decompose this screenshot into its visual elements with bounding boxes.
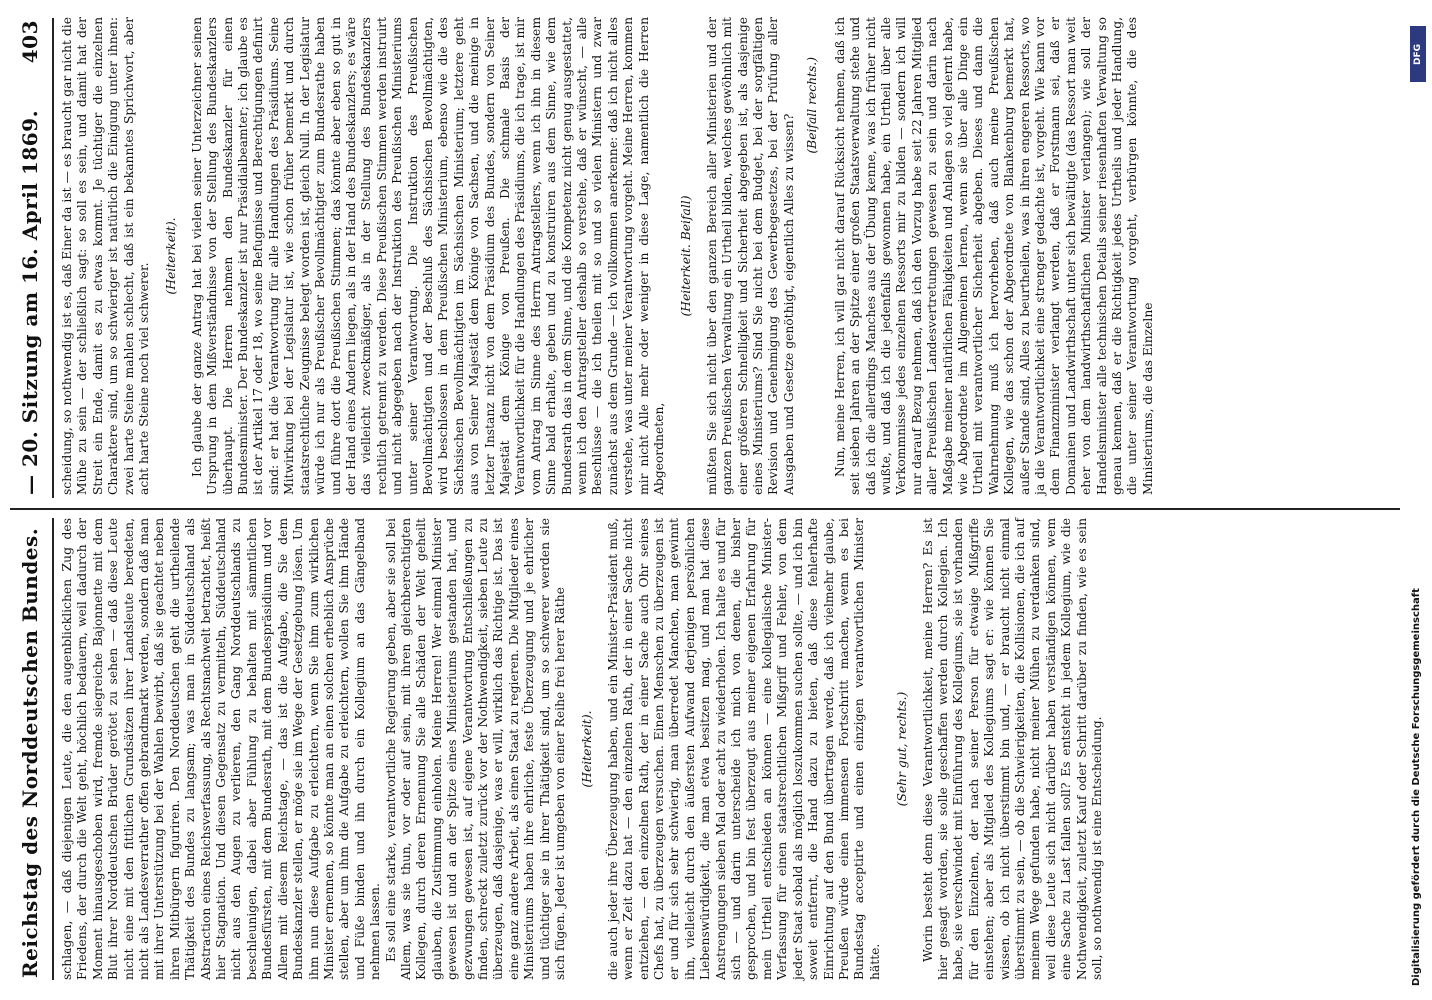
- page-number: 403: [18, 20, 42, 64]
- paragraph: die auch jeder ihre Überzeugung haben, und ein Minister-Präsident muß, wenn er Zeit dazu hat — den einzelnen Rath, der in einer Sache nicht entziehen, — den einzelnen Rath, der in einer Sache auch Ohr seines Chefs hat, zu überzeugen versuchen. Einen Menschen zu überzeugen ist er und für sich sehr schwierig, man überredet Manchen, man gewinnt ihn, vielleicht durch den äußersten Aufwand derjenigen persönlichen Liebenswürdigkeit, die man etwa besitzen mag, und man hat diese Anstrengungen sieben Mal oder acht zu wiederholen. Ich halte es und für sich — und darin unterscheide ich mich von denen, die bisher gesprochen, und bin fest überzeugt aus meiner eigenen Erfahrung für mein Urtheil entschieden an können — eine kollegialische Minister-Verfassung für einen staatsrechtlichen Mißgriff und Fehler, von dem jeder Staat sobald als möglich loszukommen suchen sollte, — und ich bin soweit entfernt, die Hand dazu zu bieten, daß diese fehlerhafte Einrichtung auf den Bund übertragen werde, daß ich vielmehr glaube, Preußen würde einen immensen Fortschritt machen, wenn es bei Bundestag acceptirte und einen einzigen verantwortlichen Minister hätte.: [605, 518, 882, 980]
- paragraph: Ich glaube der ganze Antrag hat bei vielen seiner Unterzeichner seinen Ursprung in dem Mißverständnisse von der Stellung des Bundeskanzlers überhaupt. Die Herren nehmen den Bundeskanzler für einen Bundesminister. Der Bundeskanzler ist nur Präsidialbeamter; ich glaube es ist der Artikel 17 oder 18, wo seine Befugnisse und Berechtigungen definirt sind: er hat die Verantwortung für alle Handlungen des Präsidiums. Seine Mitwirkung bei der Legislatur ist, wie schon früher bemerkt und durch staatsrechtliche Zeugnisse belegt worden ist, gleich Null. In der Legislatur würde ich nur als Preußischer Bevollmächtigter zum Bundesrathe haben und führe dort die Preußischen Stimmen; das könnte aber eben so gut in der Hand eines Andern liegen, als in der Hand des Bundeskanzlers; es wäre das vielleicht zweckmäßiger, als in der Stellung des Bundeskanzlers rechtlich getrennt zu werden. Diese Preußischen Stimmen werden instruirt und nicht abgegeben nach der Instruktion des Preußischen Ministeriums unter seiner Verantwortung. Die Instruktion des Preußischen Bevollmächtigten und der Beschluß des Sächsischen Bevollmächtigten, wird beschlossen in dem Preußischen Ministerium, ebenso wie die des Sächsischen Bevollmächtigten im Sächsischen Ministerium; letztere geht aus von Seiner Majestät dem Könige von Sachsen, und die meinige in letzter Instanz nicht von dem Präsidium des Bundes, sondern von Seiner Majestät dem Könige von Preußen. Die schmale Basis der Verantwortlichkeit für die Handlungen des Präsidiums, die ich trage, ist mir vom Antrag im Sinne des Herrn Antragstellers, wenn ich ihn in diesem Sinne bald erhalte, geben und zu konstruiren aus dem Sinne, wie dem Bundesrath das in dem Sinne, und die Kompetenz nicht genug ausgestattet, wenn ich den Antragsteller deshalb so verstehe, daß er wünscht, — alle Beschlüsse — die ich theilen mit so und so vielen Ministern und zwar zunächst aus dem Grunde — ich vollkommen anerkenne: daß ich nicht alles verstehe, was unter meiner Verantwortung vorgeht. Meine Herren, kommen mir nicht Alle mehr oder weniger in diese Lage, namentlich die Herren Abgeordneten,: [189, 17, 667, 495]
- header-rule-left: [52, 518, 54, 980]
- interjection: (Beifall rechts.): [805, 57, 820, 154]
- header-right-title: — 20. Sitzung am 16. April 1869.: [18, 109, 42, 495]
- digitization-strip: [1410, 26, 1426, 984]
- header-left-title: Reichstag des Norddeutschen Bundes.: [18, 527, 42, 978]
- paragraph: müßten Sie sich nicht über den ganzen Bereich aller Ministerien und der ganzen Preußischen Verwaltung ein Urtheil bilden, welches gewöhnlich mit einer größeren Schnelligkeit und Sicherheit abgegeben ist, als dasjenige eines Ministeriums? Sind Sie nicht bei dem Budget, bei der sorgfältigen Revision und Genehmigung des Gewerbegesetzes, bei der Prüfung aller Ausgaben und Gesetze genöthigt, eigentlich Alles zu wissen?: [704, 17, 796, 495]
- dfg-logo: DFG: [1410, 26, 1426, 82]
- interjection: (Sehr gut, rechts.): [895, 691, 910, 807]
- paragraph: Nun, meine Herren, ich will gar nicht darauf Rücksicht nehmen, daß ich seit sieben Jahren an der Spitze einer großen Staatsverwaltung stehe und daß ich die allerdings Manches aus der Übung kenne, was ich früher nicht wußte, und daß ich die jedenfalls gewonnen habe, ein Urtheil über alle Verkommnisse jedes einzelnen Ressorts mir zu bilden — sondern ich will nur darauf Bezug nehmen, daß ich den Vorzug habe seit 22 Jahren Mitglied aller Preußischen Landesvertretungen gewesen zu sein und darin nach Maßgabe meiner natürlichen Fähigkeiten und Anlagen so viel gelernt habe, wie Abgeordnete im Allgemeinen lernen, wenn sie über alle Dinge ein Urtheil mit verantwortlicher Sicherheit abgeben. Dieses und dann die Wahrnehmung muß ich hervorheben, daß auch meine Preußischen Kollegen, wie das schon der Abgeordnete von Blankenburg bemerkt hat, außer Stande sind, Alles zu beurtheilen, was in ihren engeren Ressorts, wo ja die Verantwortlichkeit eine strenger gedachte ist, vorgeht. Wie kann vor dem Finanzminister verlangt werden, daß er Forstmann sei, daß er Domainen und Landwirthschaft unter sich bewältigte (das Ressort man weit eher von dem landwirthschaftlichen Minister verlangen); wie soll der Handelsminister alle technischen Details seiner riesenhaften Verwaltung so genau kennen, daß er die Richtigkeit jedes Urtheils und jeder Handlung, die unter seiner Verantwortung vorgeht, verbürgen könnte, die des Ministeriums, die das Einzelne: [832, 17, 1155, 495]
- paragraph: Es soll eine starke, verantwortliche Regierung geben, aber sie soll bei Allem, was sie thun, vor oder auf sein, mit ihren gleichberechtigten Kollegen, durch deren Ernennung Sie alle Schäden der Welt geheilt glauben, die Zustimmung einholen. Meine Herren! Wer einmal Minister gewesen ist und an der Spitze eines Ministeriums gestanden hat, und gezwungen gewesen ist, auf eigene Verantwortung Entschließungen zu finden, schreckt zuletzt zurück vor der Nothwendigkeit, sieben Leute zu überzeugen, daß dasjenige, was er will, wirklich das Richtige ist. Das ist eine ganz andere Arbeit, als einen Staat zu regieren. Die Mitglieder eines Ministeriums haben ihre ehrliche, feste Überzeugung und je ehrlicher und tüchtiger sie in ihrer Thätigkeit sind, um so schwerer werden sie sich fügen. Jeder ist umgeben von einer Reihe frei herer Räthe: [383, 518, 567, 980]
- paragraph: Worin besteht denn diese Verantwortlichkeit, meine Herren? Es ist hier gesagt worden, sie solle geschaffen werden durch Kollegien. Ich habe, sie verschwindet mit Einführung des Kollegiums, sie ist vorhanden für den Einzelnen, der nach seiner Person für etwaige Mißgriffe einstehen; aber als Mitglied des Kollegiums sagt er: wie können Sie wissen, ob ich nicht überstimmt bin und, — er braucht nicht einmal überstimmt zu sein, — ob die Schwierigkeiten, die Kollisionen, die ich auf meinem Wege gefunden habe, nicht meiner Mühen zu verdanken sind, weil diese Leute sich nicht darüber haben verständigen können, wem eine Sache zu Last fallen soll? Es entsteht in jedem Kollegium, wie die Nothwendigkeit, zuletzt Kauf oder Schritt darüber zu finden, wie es sein soll, so nothwendig ist eine Entscheidung.: [920, 518, 1104, 980]
- digitization-notice: Digitalisierung gefördert durch die Deutsche Forschungsgemeinschaft: [1411, 588, 1422, 986]
- running-head-right: [18, 20, 48, 495]
- interjection: (Heiterkeit).: [580, 710, 595, 788]
- paragraph: scheidung, so nothwendig ist es, daß Einer da ist — es braucht gar nicht die Mühe zu sein — der schließlich sagt: so soll es sein, und damit hat der Streit ein Ende, damit es zu etwas kommt. Je tüchtiger die einzelnen Charaktere sind, um so schwieriger ist natürlich die Einigung unter ihnen: zwei harte Steine mahlen schlecht, daß ist ein bekanntes Sprichwort, aber acht harte Steine noch viel schwerer.: [60, 17, 152, 495]
- header-rule-right: [52, 18, 54, 498]
- column-divider: [10, 508, 1400, 510]
- paragraph: schlagen, — daß diejenigen Leute, die den augenblicklichen Zug des Friedens, der durch die Welt geht, höchlich bedauern, weil dadurch der Moment hinausgeschoben wird, fremde siegreiche Bajonnette mit dem Blut ihrer Norddeutschen Brüder gerötet zu sehen — daß diese Leute nicht eine mit den fittlichen Grundsätzen ihrer Landsleute beredeten, nicht als Landesverrather offen gebrandmarkt werden, sondern daß man mit ihrer Unterstützung bei der Wahlen bewirbt, daß sie geachtet neben ihren Mitbürgern figuriren. Den Norddeutschen geht die urtheilende Thätigkeit des Bundes zu langsam; was man in Süddeutschland als Abstraction eines Reichsverfassung, als Rechtsnachwelt betrachtet, heißt hier Stagnation. Und diesen Gegensatz zu vermitteln, Süddeutschland nicht aus den Augen zu verlieren, den Gang Norddeutschlands zu beschleunigen, dabei aber Fühlung zu behalten mit sämmtlichen Bundesfürsten, mit dem Bundesrath, mit dem Bundespräsidium und vor Allem mit diesem Reichstage, — das ist die Aufgabe, die Sie dem Bundeskanzler stellen, er möge sie im Wege der Gesetzgebung lösen. Um ihm nun diese Aufgabe zu erleichtern, wenn Sie ihm zum wirklichen Minister ernennen, so könnte man an einen solchen erheblich Ansprüche stellen, aber um ihm die Aufgabe zu erleichtern, wollen Sie ihm Hände und Füße binden und ihn durch ein Kollegium an das Gängelband nehmen lassen.: [60, 518, 383, 980]
- interjection: (Heiterkeit).: [164, 217, 179, 295]
- interjection: (Heiterkeit. Beifall): [679, 195, 694, 317]
- text-column-right: [60, 17, 1156, 495]
- running-head-left: [18, 528, 48, 978]
- text-column-left: [60, 518, 1105, 980]
